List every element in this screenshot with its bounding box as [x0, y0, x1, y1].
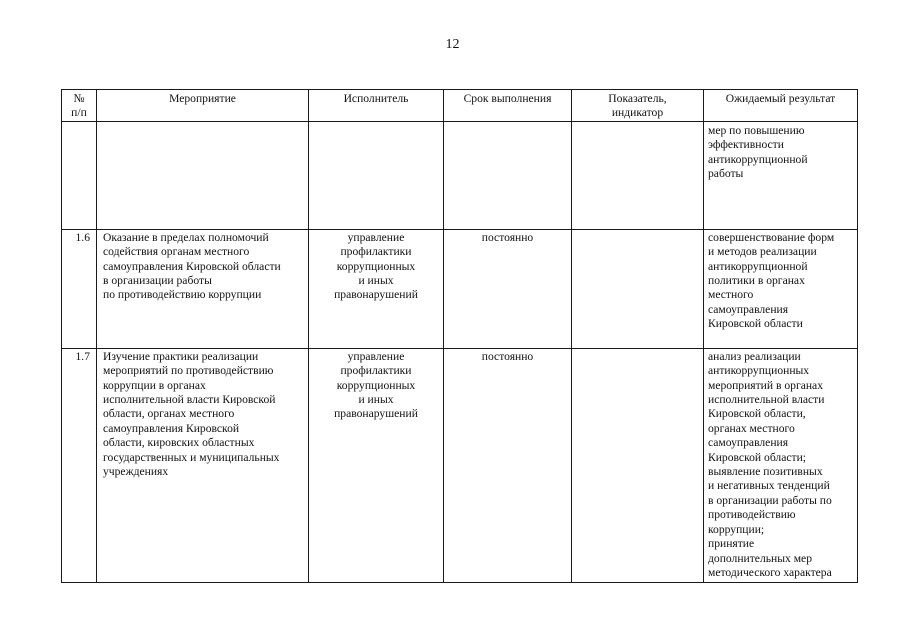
cell-executor: управление профилактики коррупционных и иных правонарушений	[309, 229, 444, 348]
cell-number: 1.7	[62, 348, 97, 582]
cell-executor	[309, 121, 444, 229]
table-row	[62, 229, 858, 348]
cell-event	[97, 121, 309, 229]
cell-indicator	[572, 348, 704, 582]
cell-number	[62, 121, 97, 229]
table-row	[62, 121, 858, 229]
cell-event: Оказание в пределах полномочий содействия органам местного самоуправления Кировской области в организации работы по противодействию коррупции	[97, 229, 309, 348]
cell-number: 1.6	[62, 229, 97, 348]
cell-event: Изучение практики реализации мероприятий по противодействию коррупции в органах исполнительной власти Кировской области, органах местного самоуправления Кировской области, кировских областных государственных и муниципальных учреждениях	[97, 348, 309, 582]
cell-result: совершенствование форм и методов реализации антикоррупционной политики в органах местного самоуправления Кировской области	[704, 229, 858, 348]
cell-indicator	[572, 121, 704, 229]
header-deadline: Срок выполнения	[444, 90, 572, 122]
header-executor: Исполнитель	[309, 90, 444, 122]
cell-indicator	[572, 229, 704, 348]
measures-table	[61, 89, 858, 583]
cell-deadline	[444, 121, 572, 229]
header-result: Ожидаемый результат	[704, 90, 858, 122]
header-number: № п/п	[62, 90, 97, 122]
header-indicator: Показатель, индикатор	[572, 90, 704, 122]
table-header-row	[62, 90, 858, 122]
cell-executor: управление профилактики коррупционных и иных правонарушений	[309, 348, 444, 582]
header-event: Мероприятие	[97, 90, 309, 122]
cell-deadline: постоянно	[444, 348, 572, 582]
table-row	[62, 348, 858, 582]
cell-result: мер по повышению эффективности антикоррупционной работы	[704, 121, 858, 229]
page-number: 12	[445, 37, 460, 52]
cell-deadline: постоянно	[444, 229, 572, 348]
cell-result: анализ реализации антикоррупционных мероприятий в органах исполнительной власти Кировской области, органах местного самоуправления Кировской области; выявление позитивных и негативных тенденций в организации работы по противодействию коррупции; принятие дополнительных мер методического характера	[704, 348, 858, 582]
